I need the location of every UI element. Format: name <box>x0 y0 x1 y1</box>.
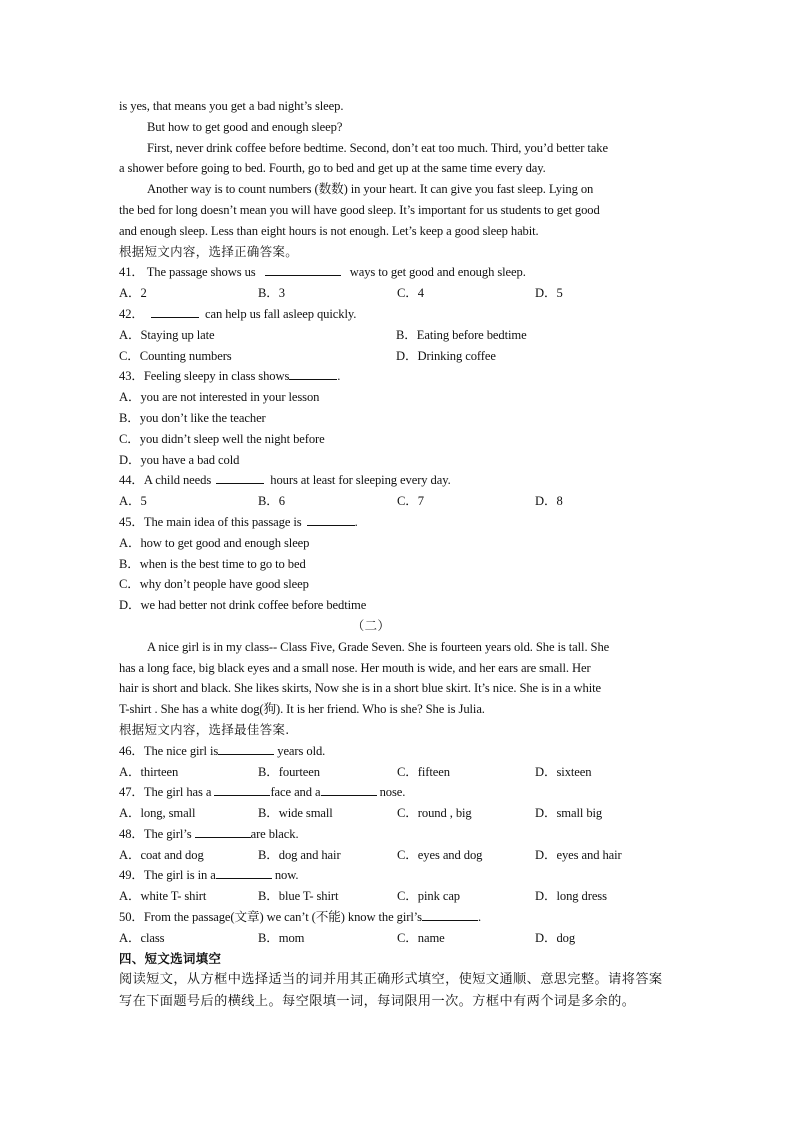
question-stem: 45．The main idea of this passage is <box>119 514 302 529</box>
option-b: B．when is the best time to go to bed <box>119 556 306 571</box>
question-stem: 46．The nice girl is <box>119 743 219 758</box>
options-41 <box>119 283 679 304</box>
passage-line: First, never drink coffee before bedtime. Second, don’t eat too much. Third, you’d better take <box>147 140 608 155</box>
question-stem: 49．The girl is in a <box>119 868 216 883</box>
option-c: C．eyes and dog <box>397 847 483 862</box>
passage-line: has a long face, big black eyes and a small nose. Her mouth is wide, and her ears are small. Her <box>119 660 591 675</box>
question-stem: 43．Feeling sleepy in class shows <box>119 369 290 384</box>
option-a: A．coat and dog <box>119 847 204 862</box>
section-heading: 四、短文选词填空 <box>119 950 222 966</box>
passage-line: A nice girl is in my class-- Class Five, Grade Seven. She is fourteen years old. She is tall. She <box>147 639 610 654</box>
question-stem: . <box>354 514 358 529</box>
passage-line: hair is short and black. She likes skirts, Now she is in a short blue skirt. It’s nice. She is in a white <box>119 681 601 696</box>
instruction-text: 根据短文内容，选择最佳答案. <box>119 721 290 737</box>
option-a: A．5 <box>119 494 147 509</box>
option-a: A．how to get good and enough sleep <box>119 535 310 550</box>
option-c: C．round , big <box>397 806 472 821</box>
passage-line: But how to get good and enough sleep? <box>147 119 343 134</box>
answer-blank <box>216 865 272 879</box>
option-b: B．blue T- shirt <box>258 889 339 904</box>
options-46 <box>119 762 679 783</box>
passage-line: T-shirt . She has a white dog(狗). It is her friend. Who is she? She is Julia. <box>119 702 485 717</box>
question-stem: 44．A child needs <box>119 473 212 488</box>
option-d: D．sixteen <box>535 764 592 779</box>
answer-blank <box>214 782 270 796</box>
option-d: D．long dress <box>535 889 607 904</box>
answer-blank <box>321 782 377 796</box>
option-a: A．long, small <box>119 806 196 821</box>
question-stem: ways to get good and enough sleep. <box>349 265 526 280</box>
passage-line: is yes, that means you get a bad night’s sleep. <box>119 99 344 113</box>
question-42 <box>119 304 679 325</box>
answer-blank <box>265 262 341 276</box>
options-48 <box>119 845 679 866</box>
question-stem: . <box>477 910 482 925</box>
instruction-text: 根据短文内容，选择正确答案。 <box>119 243 299 259</box>
question-stem: can help us fall asleep quickly. <box>205 306 357 321</box>
question-43 <box>119 366 679 387</box>
option-d: D．dog <box>535 930 576 945</box>
option-a: A．thirteen <box>119 764 179 779</box>
option-c: C．7 <box>397 494 424 509</box>
question-stem: face and a <box>270 785 321 800</box>
option-c: C．4 <box>397 286 424 301</box>
option-c: C．fifteen <box>397 764 450 779</box>
question-stem: nose. <box>379 785 406 800</box>
answer-blank <box>218 741 274 755</box>
passage-line: Another way is to count numbers (数数) in your heart. It can give you fast sleep. Lying on <box>147 182 594 197</box>
option-a: A．white T- shirt <box>119 889 207 904</box>
instruction-text: 阅读短文，从方框中选择适当的词并用其正确形式填空，使短文通顺、意思完整。请将答案 <box>119 972 663 988</box>
option-a: A．you are not interested in your lesson <box>119 390 320 405</box>
question-stem: hours at least for sleeping every day. <box>270 473 451 488</box>
option-d: D．5 <box>535 286 563 301</box>
option-d: D．small big <box>535 806 603 821</box>
question-stem: years old. <box>277 743 326 758</box>
option-b: B．mom <box>258 930 305 945</box>
passage-line: and enough sleep. Less than eight hours is not enough. Let’s keep a good sleep habit. <box>119 223 539 238</box>
option-b: B．6 <box>258 494 285 509</box>
passage-1 <box>119 96 679 262</box>
options-42-row-2 <box>119 346 679 367</box>
option-a: A．Staying up late <box>119 327 215 342</box>
option-b: B．3 <box>258 286 285 301</box>
instruction-text: 写在下面题号后的横线上。每空限填一词，每词限用一次。方框中有两个词是多余的。 <box>119 994 636 1010</box>
options-50 <box>119 928 679 949</box>
option-d: D．Drinking coffee <box>396 348 496 363</box>
options-44 <box>119 491 679 512</box>
option-b: B．wide small <box>258 806 333 821</box>
answer-blank <box>307 512 355 526</box>
option-c: C．pink cap <box>397 889 461 904</box>
question-stem: 47．The girl has a <box>119 785 212 800</box>
option-d: D．8 <box>535 494 563 509</box>
question-49 <box>119 865 679 886</box>
option-b: B．Eating before bedtime <box>396 327 527 342</box>
question-45 <box>119 512 679 533</box>
options-49 <box>119 886 679 907</box>
passage-2 <box>119 637 679 741</box>
option-d: D．we had better not drink coffee before bedtime <box>119 598 367 613</box>
question-stem: 48．The girl’s <box>119 826 192 841</box>
question-47 <box>119 782 679 803</box>
option-c: C．Counting numbers <box>119 348 232 363</box>
options-42-row-1 <box>119 325 679 346</box>
option-a: A．2 <box>119 286 147 301</box>
option-d: D．eyes and hair <box>535 847 622 862</box>
question-stem: 41． The passage shows us <box>119 265 256 280</box>
answer-blank <box>289 366 337 380</box>
option-b: B．you don’t like the teacher <box>119 410 266 425</box>
question-44 <box>119 470 679 491</box>
option-d: D．you have a bad cold <box>119 452 240 467</box>
options-47 <box>119 803 679 824</box>
question-46 <box>119 741 679 762</box>
document-page <box>119 96 679 1013</box>
question-stem: now. <box>274 868 299 883</box>
section-heading: （二） <box>351 617 391 633</box>
option-c: C．name <box>397 930 445 945</box>
question-stem: . <box>337 369 341 384</box>
question-41 <box>119 262 679 283</box>
passage-line: the bed for long doesn’t mean you will have good sleep. It’s important for us students to get good <box>119 202 600 217</box>
option-a: A．class <box>119 930 165 945</box>
question-stem: are black. <box>250 826 299 841</box>
option-b: B．dog and hair <box>258 847 341 862</box>
option-c: C．why don’t people have good sleep <box>119 577 309 592</box>
option-b: B．fourteen <box>258 764 320 779</box>
answer-blank <box>195 824 251 838</box>
answer-blank <box>422 907 478 921</box>
question-stem: 42． <box>119 306 144 321</box>
passage-line: a shower before going to bed. Fourth, go to bed and get up at the same time every day. <box>119 161 546 176</box>
answer-blank <box>216 470 264 484</box>
answer-blank <box>151 304 199 318</box>
question-stem: 50．From the passage(文章) we can’t (不能) know the girl’s <box>119 910 422 925</box>
question-48 <box>119 824 679 845</box>
option-c: C．you didn’t sleep well the night before <box>119 431 325 446</box>
question-50 <box>119 907 679 928</box>
